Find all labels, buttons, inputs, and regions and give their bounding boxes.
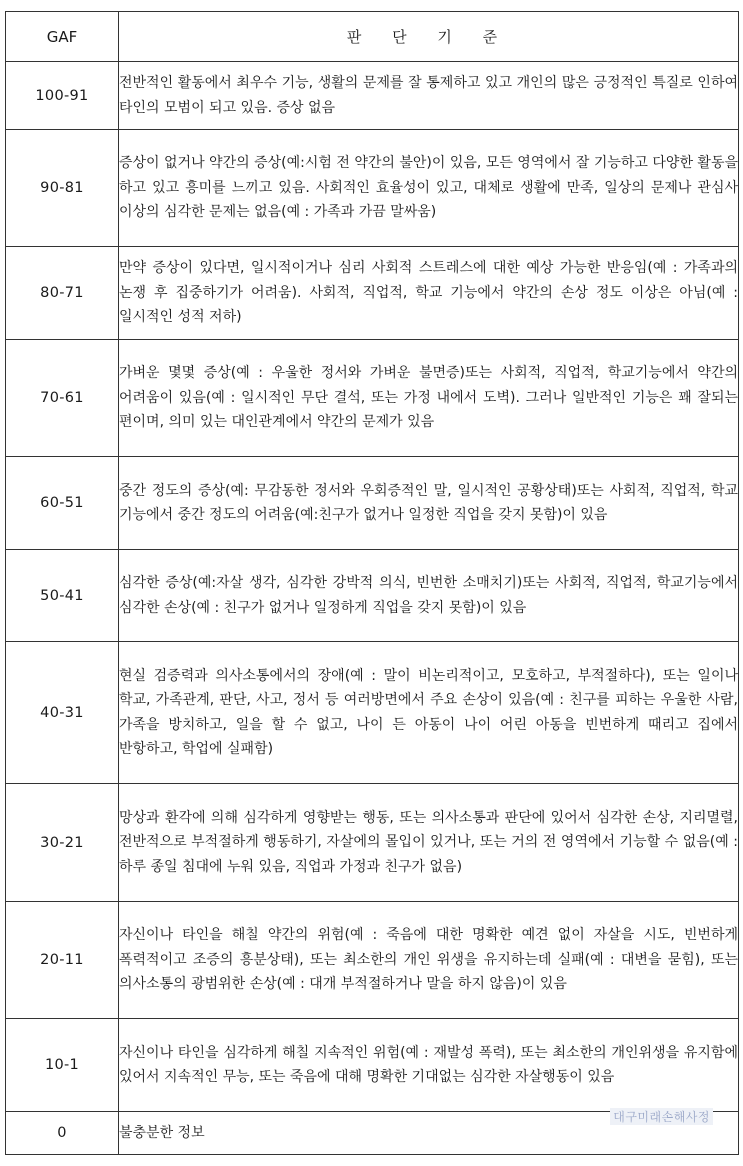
criteria-text: 만약 증상이 있다면, 일시적이거나 심리 사회적 스트레스에 대한 예상 가능한 반응임(예 : 가족과의 논쟁 후 집중하기가 어려움). 사회적, 직업적, 학교 기능에서 약간의 손상 정도 이상은 아님(예 : 일시적인 성적 저하): [119, 247, 739, 340]
table-row: [6, 902, 739, 1019]
table-row: [6, 550, 739, 642]
gaf-score: 70-61: [6, 340, 119, 457]
table-row: [6, 62, 739, 130]
table-row: [6, 247, 739, 340]
gaf-criteria-table: [5, 11, 739, 1155]
gaf-score: 80-71: [6, 247, 119, 340]
criteria-text: 심각한 증상(예:자살 생각, 심각한 강박적 의식, 빈번한 소매치기)또는 사회적, 직업적, 학교기능에서 심각한 손상(예 : 친구가 없거나 일정하게 직업을 갖지 못함)이 있음: [119, 550, 739, 642]
table-row: [6, 340, 739, 457]
table-row: [6, 784, 739, 902]
criteria-text: 불충분한 정보: [119, 1112, 739, 1155]
gaf-score: 100-91: [6, 62, 119, 130]
criteria-text: 현실 검증력과 의사소통에서의 장애(예 : 말이 비논리적이고, 모호하고, 부적절하다), 또는 일이나 학교, 가족관계, 판단, 사고, 정서 등 여러방면에서 주요 손상이 있음(예 : 친구를 피하는 우울한 사람, 가족을 방치하고, 일을 할 수 없고, 나이 든 아동이 나이 어린 아동을 빈번하게 때리고 집에서 반항하고, 학업에 실패함): [119, 642, 739, 784]
gaf-score: 30-21: [6, 784, 119, 902]
gaf-score: 20-11: [6, 902, 119, 1019]
table-header-row: [6, 12, 739, 62]
criteria-text: 자신이나 타인을 해칠 약간의 위험(예 : 죽음에 대한 명확한 예견 없이 자살을 시도, 빈번하게 폭력적이고 조증의 흥분상태), 또는 최소한의 개인 위생을 유지하는데 실패(예 : 대변을 묻힘), 또는 의사소통의 광범위한 손상(예 : 대개 부적절하거나 말을 하지 않음)이 있음: [119, 902, 739, 1019]
header-gaf: GAF: [6, 12, 119, 62]
criteria-text: 망상과 환각에 의해 심각하게 영향받는 행동, 또는 의사소통과 판단에 있어서 심각한 손상, 지리멸렬, 전반적으로 부적절하게 행동하기, 자살에의 몰입이 있거나, 또는 거의 전 영역에서 기능할 수 없음(예 : 하루 종일 침대에 누워 있음, 직업과 가정과 친구가 없음): [119, 784, 739, 902]
criteria-text: 증상이 없거나 약간의 증상(예:시험 전 약간의 불안)이 있음, 모든 영역에서 잘 기능하고 다양한 활동을 하고 있고 흥미를 느끼고 있음. 사회적인 효율성이 있고, 대체로 생활에 만족, 일상의 문제나 관심사 이상의 심각한 문제는 없음(예 : 가족과 가끔 말싸움): [119, 130, 739, 247]
header-criteria: 판 단 기 준: [119, 12, 739, 62]
criteria-text: 중간 정도의 증상(예: 무감동한 정서와 우회증적인 말, 일시적인 공황상태)또는 사회적, 직업적, 학교 기능에서 중간 정도의 어려움(예:친구가 없거나 일정한 직업을 갖지 못함)이 있음: [119, 457, 739, 550]
criteria-text: 자신이나 타인을 심각하게 해칠 지속적인 위험(예 : 재발성 폭력), 또는 최소한의 개인위생을 유지함에 있어서 지속적인 무능, 또는 죽음에 대해 명확한 기대없는 심각한 자살행동이 있음: [119, 1019, 739, 1112]
table-row: [6, 130, 739, 247]
criteria-text: 가벼운 몇몇 증상(예 : 우울한 정서와 가벼운 불면증)또는 사회적, 직업적, 학교기능에서 약간의 어려움이 있음(예 : 일시적인 무단 결석, 또는 가정 내에서 도벽). 그러나 일반적인 기능은 꽤 잘되는 편이며, 의미 있는 대인관계에서 약간의 문제가 있음: [119, 340, 739, 457]
watermark: 대구미래손해사정: [610, 1108, 713, 1125]
gaf-score: 50-41: [6, 550, 119, 642]
criteria-text: 전반적인 활동에서 최우수 기능, 생활의 문제를 잘 통제하고 있고 개인의 많은 긍정적인 특질로 인하여 타인의 모범이 되고 있음. 증상 없음: [119, 62, 739, 130]
table-row: [6, 457, 739, 550]
table-row: [6, 642, 739, 784]
gaf-score: 0: [6, 1112, 119, 1155]
gaf-score: 10-1: [6, 1019, 119, 1112]
gaf-score: 60-51: [6, 457, 119, 550]
table-row: [6, 1019, 739, 1112]
gaf-score: 40-31: [6, 642, 119, 784]
gaf-score: 90-81: [6, 130, 119, 247]
